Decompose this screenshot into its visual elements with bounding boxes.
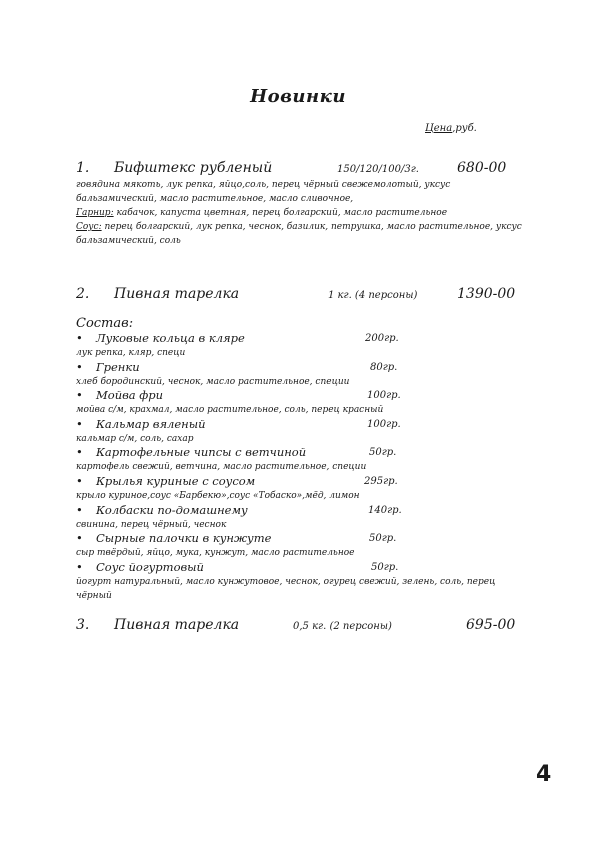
page-number: 4 bbox=[536, 762, 552, 787]
garnish-text: кабачок, капуста цветная, перец болгарский, масло растительное bbox=[113, 208, 448, 218]
composition-item-weight: 100гр. bbox=[367, 390, 401, 402]
price-caption-unit: ,руб. bbox=[452, 123, 477, 134]
composition-item-desc: мойва с/м, крахмал, масло растительное, соль, перец красный bbox=[76, 405, 384, 416]
composition-item bbox=[76, 331, 245, 345]
composition-item-name: Картофельные чипсы с ветчиной bbox=[96, 445, 307, 460]
item-number: 2. bbox=[76, 286, 90, 302]
item-name: Пивная тарелка bbox=[114, 286, 240, 302]
composition-item-desc: свинина, перец чёрный, чеснок bbox=[76, 519, 227, 530]
composition-item-desc: лук репка, кляр, специ bbox=[76, 348, 186, 358]
composition-item bbox=[76, 560, 204, 574]
bullet-icon: • bbox=[76, 531, 83, 546]
price-caption-label: Цена bbox=[425, 123, 453, 134]
composition-item bbox=[76, 474, 255, 488]
bullet-icon: • bbox=[76, 388, 83, 403]
composition-item-desc: йогурт натуральный, масло кунжутовое, чеснок, огурец свежий, зелень, соль, перец чёрный bbox=[76, 576, 496, 601]
composition-item bbox=[76, 388, 163, 402]
composition-item-name: Гренки bbox=[96, 359, 140, 374]
composition-item bbox=[76, 503, 248, 517]
item-price: 695-00 bbox=[466, 617, 516, 633]
item-number: 3. bbox=[76, 617, 90, 633]
composition-item-name: Мойва фри bbox=[96, 388, 164, 403]
composition-item-name: Соус йогуртовый bbox=[96, 559, 204, 574]
bullet-icon: • bbox=[76, 474, 83, 488]
item-ingredients: говядина мякоть, лук репка, яйцо,соль, перец чёрный свежемолотый, уксус бальзамический, масло растительное, масло сливочное, bbox=[76, 180, 451, 204]
item-price: 680-00 bbox=[457, 160, 507, 176]
composition-item-name: Кальмар вяленый bbox=[96, 416, 206, 431]
composition-item-desc: кальмар с/м, соль, сахар bbox=[76, 433, 194, 444]
composition-item-weight: 100гр. bbox=[367, 418, 401, 430]
composition-item-name: Сырные палочки в кунжуте bbox=[96, 531, 272, 546]
composition-item-desc: хлеб бородинский, чеснок, масло растительное, специи bbox=[76, 376, 350, 387]
item-description bbox=[76, 178, 526, 248]
menu-item-heading bbox=[76, 617, 239, 633]
composition-item-name: Луковые кольца в кляре bbox=[96, 331, 245, 345]
garnish-label: Гарнир: bbox=[76, 208, 114, 218]
composition-item bbox=[76, 445, 306, 459]
item-price: 1390-00 bbox=[457, 286, 516, 302]
bullet-icon: • bbox=[76, 331, 83, 345]
composition-label: Состав: bbox=[76, 316, 134, 331]
composition-item-weight: 50гр. bbox=[369, 447, 397, 459]
item-weight: 0,5 кг. (2 персоны) bbox=[293, 621, 392, 632]
composition-item-name: Колбаски по-домашнему bbox=[96, 502, 248, 517]
bullet-icon: • bbox=[76, 502, 83, 517]
bullet-icon: • bbox=[76, 416, 83, 431]
item-number: 1. bbox=[76, 160, 90, 176]
composition-item-weight: 50гр. bbox=[371, 561, 399, 573]
composition-item-desc: крыло куриное,соус «Барбекю»,соус «Тобаско»,мёд, лимон bbox=[76, 491, 360, 501]
item-name: Бифштекс рубленый bbox=[114, 160, 273, 176]
price-caption bbox=[425, 123, 477, 134]
composition-item bbox=[76, 531, 271, 545]
item-name: Пивная тарелка bbox=[114, 617, 240, 633]
bullet-icon: • bbox=[76, 445, 83, 460]
composition-item-name: Крылья куриные с соусом bbox=[96, 474, 256, 488]
composition-item-desc: картофель свежий, ветчина, масло растительное, специи bbox=[76, 462, 367, 473]
composition-item bbox=[76, 360, 140, 374]
item-weight: 150/120/100/3г. bbox=[337, 164, 419, 175]
bullet-icon: • bbox=[76, 559, 83, 574]
menu-item-heading bbox=[76, 160, 272, 176]
page-title: Новинки bbox=[250, 86, 346, 107]
sauce-label: Соус: bbox=[76, 222, 102, 232]
bullet-icon: • bbox=[76, 359, 83, 374]
composition-item-weight: 50гр. bbox=[369, 533, 397, 545]
composition-item-weight: 200гр. bbox=[365, 333, 399, 344]
sauce-text: перец болгарский, лук репка, чеснок, базилик, петрушка, масло растительное, уксус бальзамический, соль bbox=[76, 222, 522, 246]
composition-item-weight: 295гр. bbox=[364, 476, 398, 487]
menu-item-heading bbox=[76, 286, 239, 302]
composition-item-weight: 80гр. bbox=[370, 361, 398, 373]
item-weight: 1 кг. (4 персоны) bbox=[328, 290, 418, 301]
composition-item-weight: 140гр. bbox=[368, 504, 402, 516]
composition-item-desc: сыр твёрдый, яйцо, мука, кунжут, масло растительное bbox=[76, 548, 355, 559]
composition-item bbox=[76, 417, 206, 431]
